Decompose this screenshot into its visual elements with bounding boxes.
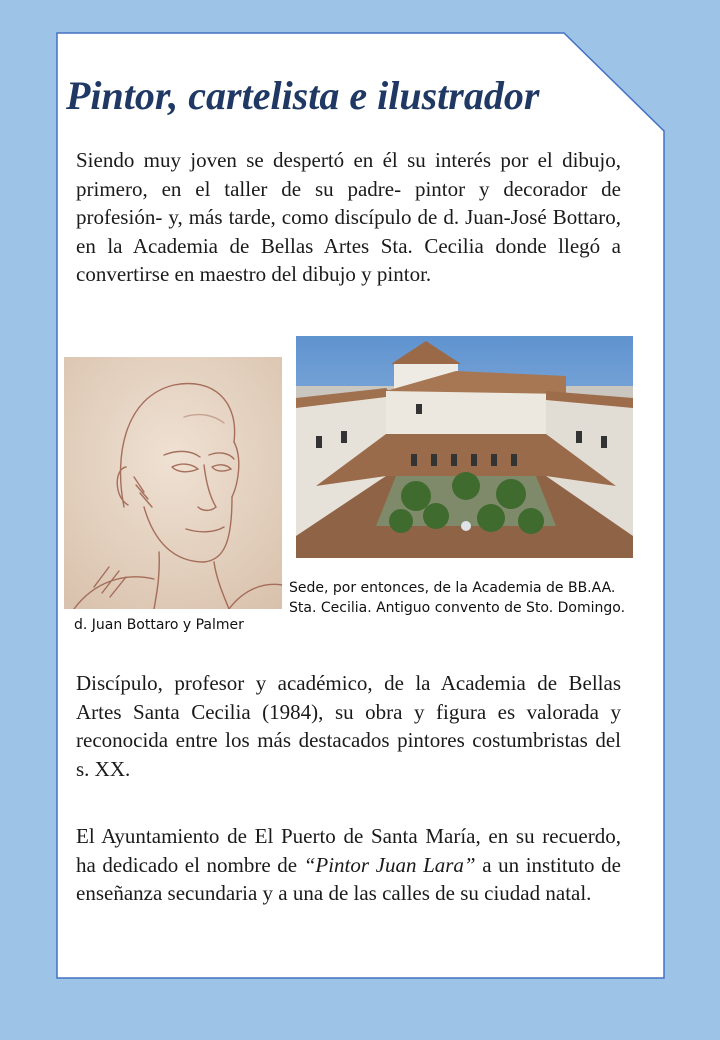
tribute-text-start: El Ayuntamiento de El Puerto de Santa María, en su recuerdo, ha dedicado el nombre de [76, 824, 621, 877]
academy-building-photo [296, 336, 633, 558]
paragraph-academy: Discípulo, profesor y académico, de la Academia de Bellas Artes Santa Cecilia (1984), su obra y figura es valorada y reconocida entre los más destacados pintores costumbristas del s. XX. [76, 671, 621, 781]
building-caption-line2: Sta. Cecilia. Antiguo convento de Sto. Domingo. [289, 600, 626, 616]
tribute-text-end: a un instituto de enseñanza secundaria y a una de las calles de su ciudad natal. [76, 852, 621, 905]
institute-name-quote: “Pintor Juan Lara” [303, 852, 476, 877]
building-caption-line1: Sede, por entonces, de la Academia de BB.AA. [289, 580, 616, 596]
portrait-caption: d. Juan Bottaro y Palmer [74, 617, 244, 633]
paragraph-tribute [76, 822, 621, 908]
paragraph-intro: Siendo muy joven se despertó en él su interés por el dibujo, primero, en el taller de su padre- pintor y decorador de profesión- y, más tarde, como discípulo de d. Juan-José Bottaro, en la Academia de Bellas Artes Sta. Cecilia donde llegó a convertirse en maestro del dibujo y pintor. [76, 148, 621, 286]
portrait-drawing [64, 357, 282, 609]
building-caption [289, 578, 625, 618]
page-title: Pintor, cartelista e ilustrador [66, 73, 540, 118]
